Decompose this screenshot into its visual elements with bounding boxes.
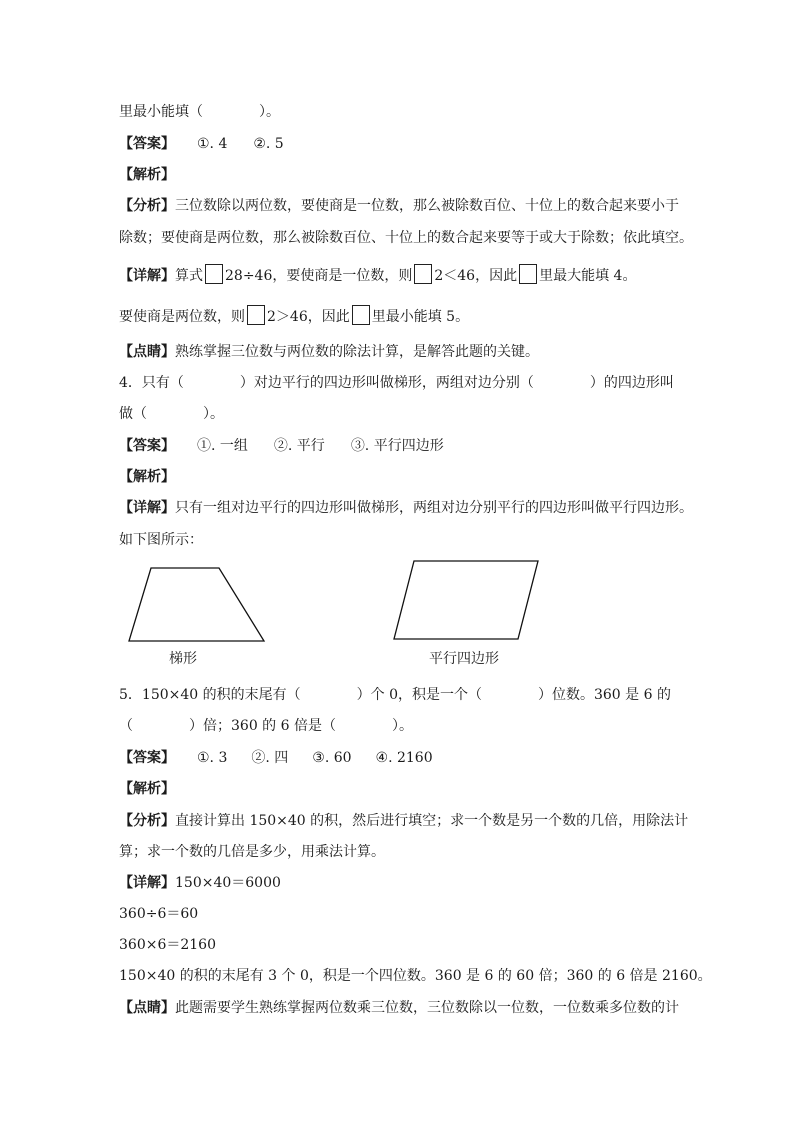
answer-item: ③. 平行四边形 — [350, 438, 444, 454]
answer-item: ①. 3 — [197, 750, 228, 766]
q5-fenxi-line1 — [119, 811, 689, 831]
calc-line: 360÷6＝60 — [119, 906, 199, 922]
parallelogram-caption: 平行四边形 — [429, 651, 499, 667]
xiangjie-text: 2＜46，因此 — [434, 268, 518, 284]
q5-dianjing — [119, 998, 679, 1018]
xiangjie-text: 算式 — [175, 268, 203, 284]
answer-item: ①. 4 — [197, 136, 228, 152]
fenxi-label: 【分析】 — [119, 813, 175, 829]
dianjing-label: 【点睛】 — [119, 344, 175, 360]
fenxi-text: 直接计算出 150×40 的积，然后进行填空；求一个数是另一个数的几倍，用除法计 — [175, 813, 689, 829]
dianjing-label: 【点睛】 — [119, 1000, 175, 1016]
xiangjie-text: 要使商是两位数，则 — [119, 309, 245, 325]
xiangjie-label: 【详解】 — [119, 500, 175, 516]
parallelogram-shape — [394, 561, 538, 639]
q5-question-line1: 5．150×40 的积的末尾有（ ）个 0，积是一个（ ）位数。360 是 6 的 — [119, 687, 671, 703]
q3-tail: 里最小能填（ ）。 — [119, 104, 280, 120]
xiangjie-text: 只有一组对边平行的四边形叫做梯形，两组对边分别平行的四边形叫做平行四边形。 — [175, 500, 693, 516]
analysis-label: 【解析】 — [119, 167, 175, 183]
xiangjie-text: 2＞46，因此 — [267, 309, 350, 325]
q5-answer-row — [119, 748, 679, 768]
dianjing-text: 熟练掌握三位数与两位数的除法计算，是解答此题的关键。 — [175, 344, 539, 360]
q5-question-line2: （ ）倍；360 的 6 倍是（ ）。 — [119, 718, 413, 734]
q4-question-line2: 做（ ）。 — [119, 406, 224, 422]
answer-item: ④. 2160 — [375, 750, 433, 766]
trapezoid-caption: 梯形 — [169, 651, 197, 667]
trapezoid-shape — [129, 568, 264, 641]
figure-intro: 如下图所示： — [119, 532, 203, 548]
xiangjie-label: 【详解】 — [119, 875, 175, 891]
q3-fenxi-line2: 除数；要使商是两位数，那么被除数百位、十位上的数合起来要等于或大于除数；依此填空。 — [119, 230, 693, 246]
xiangjie-label: 【详解】 — [119, 268, 175, 284]
xiangjie-text: 里最小能填 5。 — [371, 309, 470, 325]
answer-item: ②. 四 — [251, 750, 289, 766]
xiangjie-text: 28÷46，要使商是一位数，则 — [225, 268, 413, 284]
answer-label: 【答案】 — [119, 438, 175, 454]
answer-item: ①. 一组 — [197, 438, 248, 454]
answer-label: 【答案】 — [119, 136, 175, 152]
calc-line: 360×6＝2160 — [119, 937, 216, 953]
analysis-label: 【解析】 — [119, 469, 175, 485]
analysis-label: 【解析】 — [119, 781, 175, 797]
q5-summary: 150×40 的积的末尾有 3 个 0，积是一个四位数。360 是 6 的 60 倍；360 的 6 倍是 2160。 — [119, 968, 712, 984]
xiangjie-text: 里最大能填 4。 — [539, 268, 637, 284]
answer-item: ③. 60 — [312, 750, 352, 766]
fenxi-label: 【分析】 — [119, 198, 175, 214]
q5-fenxi-line2: 算；求一个数的几倍是多少，用乘法计算。 — [119, 844, 385, 860]
fenxi-text: 三位数除以两位数，要使商是一位数，那么被除数百位、十位上的数合起来要小于 — [175, 198, 679, 214]
calc-line: 150×40＝6000 — [175, 875, 281, 891]
answer-item: ②. 5 — [253, 136, 284, 152]
answer-item: ②. 平行 — [273, 438, 325, 454]
answer-label: 【答案】 — [119, 750, 175, 766]
q4-question-line1: 4．只有（ ）对边平行的四边形叫做梯形，两组对边分别（ ）的四边形叫 — [119, 375, 674, 391]
q5-xiangjie — [119, 873, 679, 893]
dianjing-text: 此题需要学生熟练掌握两位数乘三位数，三位数除以一位数，一位数乘多位数的计 — [175, 1000, 679, 1016]
